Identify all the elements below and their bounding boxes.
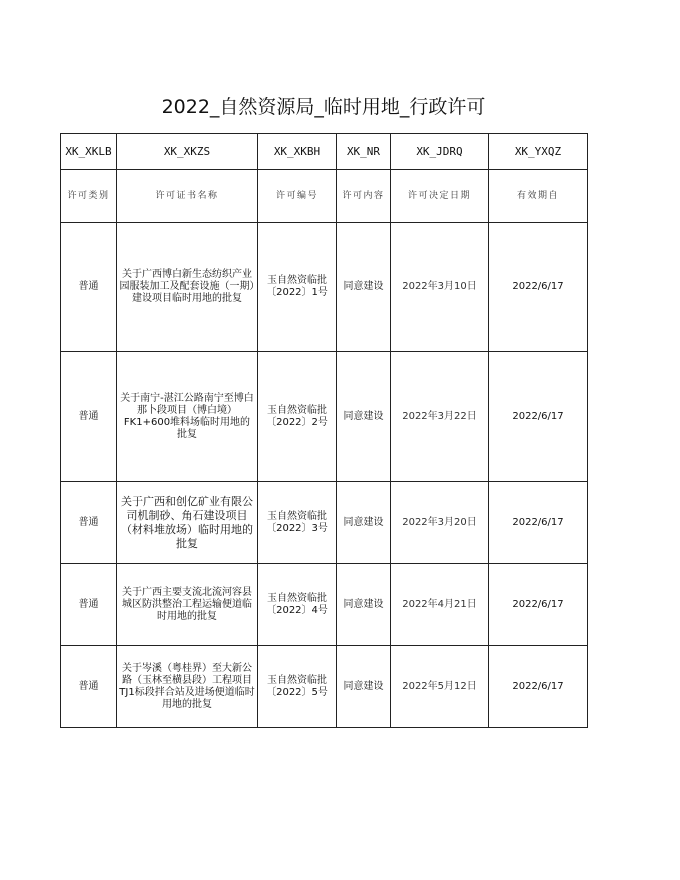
valid-from: 2022/6/17 (489, 564, 588, 646)
table-row (61, 352, 588, 482)
header-label: 许可编号 (258, 170, 337, 223)
permit-type: 普通 (61, 223, 117, 352)
permit-name: 关于广西博白新生态纺织产业园服装加工及配套设施（一期）建设项目临时用地的批复 (117, 223, 258, 352)
header-label: 许可内容 (337, 170, 391, 223)
valid-from: 2022/6/17 (489, 223, 588, 352)
permit-content: 同意建设 (337, 564, 391, 646)
header-code: XK_XKZS (117, 134, 258, 170)
header-label: 许可决定日期 (391, 170, 489, 223)
permit-table (60, 133, 588, 728)
header-code: XK_XKLB (61, 134, 117, 170)
page-title: 2022_自然资源局_临时用地_行政许可 (161, 96, 486, 118)
permit-name: 关于广西主要支流北流河容县城区防洪整治工程运输便道临时用地的批复 (117, 564, 258, 646)
permit-name: 关于岑溪（粤桂界）至大新公路（玉林至横县段）工程项目TJ1标段拌合站及进场便道临时用地的批复 (117, 646, 258, 728)
permit-number: 玉自然资临批〔2022〕3号 (258, 482, 337, 564)
decision-date: 2022年3月20日 (391, 482, 489, 564)
valid-from: 2022/6/17 (489, 646, 588, 728)
decision-date: 2022年3月22日 (391, 352, 489, 482)
permit-name: 关于广西和创亿矿业有限公司机制砂、角石建设项目（材料堆放场）临时用地的批复 (117, 482, 258, 564)
header-code: XK_JDRQ (391, 134, 489, 170)
table-row (61, 223, 588, 352)
permit-type: 普通 (61, 482, 117, 564)
header-label: 许可类别 (61, 170, 117, 223)
permit-number: 玉自然资临批〔2022〕4号 (258, 564, 337, 646)
permit-content: 同意建设 (337, 482, 391, 564)
permit-number: 玉自然资临批〔2022〕5号 (258, 646, 337, 728)
permit-type: 普通 (61, 352, 117, 482)
decision-date: 2022年4月21日 (391, 564, 489, 646)
permit-content: 同意建设 (337, 352, 391, 482)
header-label: 许可证书名称 (117, 170, 258, 223)
header-label: 有效期自 (489, 170, 588, 223)
header-code: XK_NR (337, 134, 391, 170)
permit-number: 玉自然资临批〔2022〕1号 (258, 223, 337, 352)
header-code: XK_XKBH (258, 134, 337, 170)
valid-from: 2022/6/17 (489, 352, 588, 482)
permit-content: 同意建设 (337, 646, 391, 728)
decision-date: 2022年3月10日 (391, 223, 489, 352)
header-code-row (61, 134, 588, 170)
header-code: XK_YXQZ (489, 134, 588, 170)
decision-date: 2022年5月12日 (391, 646, 489, 728)
permit-name: 关于南宁-湛江公路南宁至博白那卜段项目（博白境）FK1+600堆料场临时用地的批复 (117, 352, 258, 482)
header-label-row (61, 170, 588, 223)
valid-from: 2022/6/17 (489, 482, 588, 564)
table-row (61, 646, 588, 728)
permit-type: 普通 (61, 646, 117, 728)
permit-number: 玉自然资临批〔2022〕2号 (258, 352, 337, 482)
table-row (61, 482, 588, 564)
permit-type: 普通 (61, 564, 117, 646)
table-row (61, 564, 588, 646)
permit-content: 同意建设 (337, 223, 391, 352)
